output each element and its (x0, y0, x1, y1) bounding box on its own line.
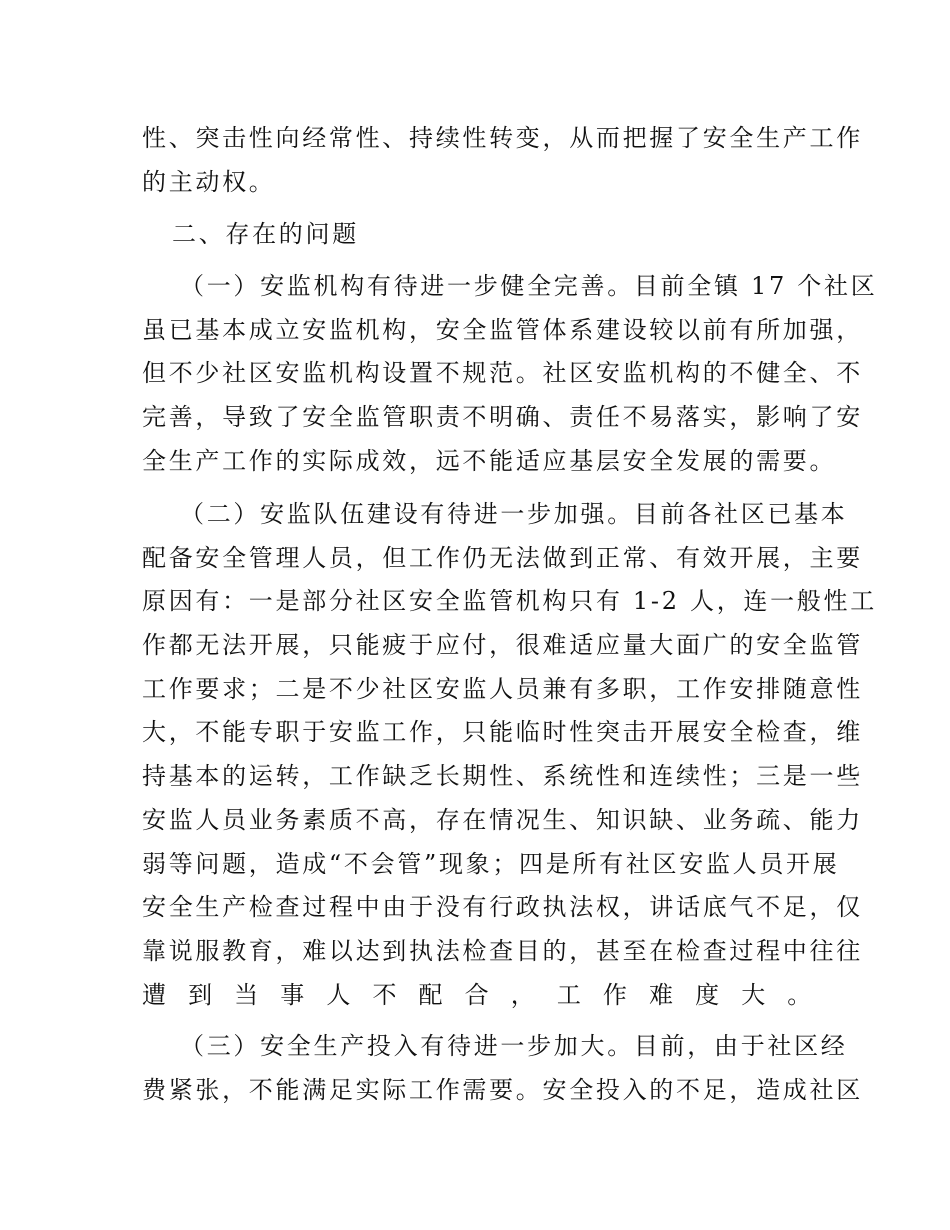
text-line: 完善，导致了安全监管职责不明确、责任不易落实，影响了安 (142, 403, 863, 432)
text-line: 工作要求；二是不少社区安监人员兼有多职，工作安排随意性 (142, 674, 863, 703)
text-line: 安全生产检查过程中由于没有行政执法权，讲话底气不足，仅 (142, 893, 863, 922)
paragraph-continuation (142, 117, 863, 204)
text-line: 全生产工作的实际成效，远不能适应基层安全发展的需要。 (142, 446, 837, 475)
section-heading (142, 213, 814, 257)
text-line: 的主动权。 (142, 167, 276, 196)
text-line: 弱等问题，造成“不会管”现象；四是所有社区安监人员开展 (142, 849, 840, 878)
text-line: 费紧张，不能满足实际工作需要。安全投入的不足，造成社区 (142, 1075, 863, 1104)
text-line: 遭到当事人不配合，工作难度大。 (142, 980, 814, 1009)
paragraph-2 (142, 493, 877, 1061)
text-line: 安监人员业务素质不高，存在情况生、知识缺、业务疏、能力 (142, 805, 863, 834)
text-line: （三）安全生产投入有待进一步加大。目前，由于社区经 (180, 1032, 848, 1060)
text-line: 作都无法开展，只能疲于应付，很难适应量大面广的安全监管 (142, 631, 863, 660)
text-line: （二）安监队伍建设有待进一步加强。目前各社区已基本 (180, 500, 848, 528)
text-line: 但不少社区安监机构设置不规范。社区安监机构的不健全、不 (142, 359, 863, 388)
text-line: 虽已基本成立安监机构，安全监管体系建设较以前有所加强， (142, 315, 863, 344)
text-line: 原因有：一是部分社区安全监管机构只有 1-2 人，连一般性工 (142, 587, 877, 616)
paragraph-1 (142, 265, 878, 483)
text-line: （一）安监机构有待进一步健全完善。目前全镇 17 个社区 (180, 272, 878, 300)
text-line: 大，不能专职于安监工作，只能临时性突击开展安全检查，维 (142, 718, 863, 747)
paragraph-3 (142, 1025, 863, 1112)
text-line: 配备安全管理人员，但工作仍无法做到正常、有效开展，主要 (142, 543, 863, 572)
text-line: 持基本的运转，工作缺乏长期性、系统性和连续性；三是一些 (142, 762, 863, 791)
heading-text: 二、存在的问题 (172, 220, 359, 248)
text-line: 性、突击性向经常性、持续性转变，从而把握了安全生产工作 (142, 124, 863, 152)
text-line: 靠说服教育，难以达到执法检查目的，甚至在检查过程中往往 (142, 936, 863, 965)
